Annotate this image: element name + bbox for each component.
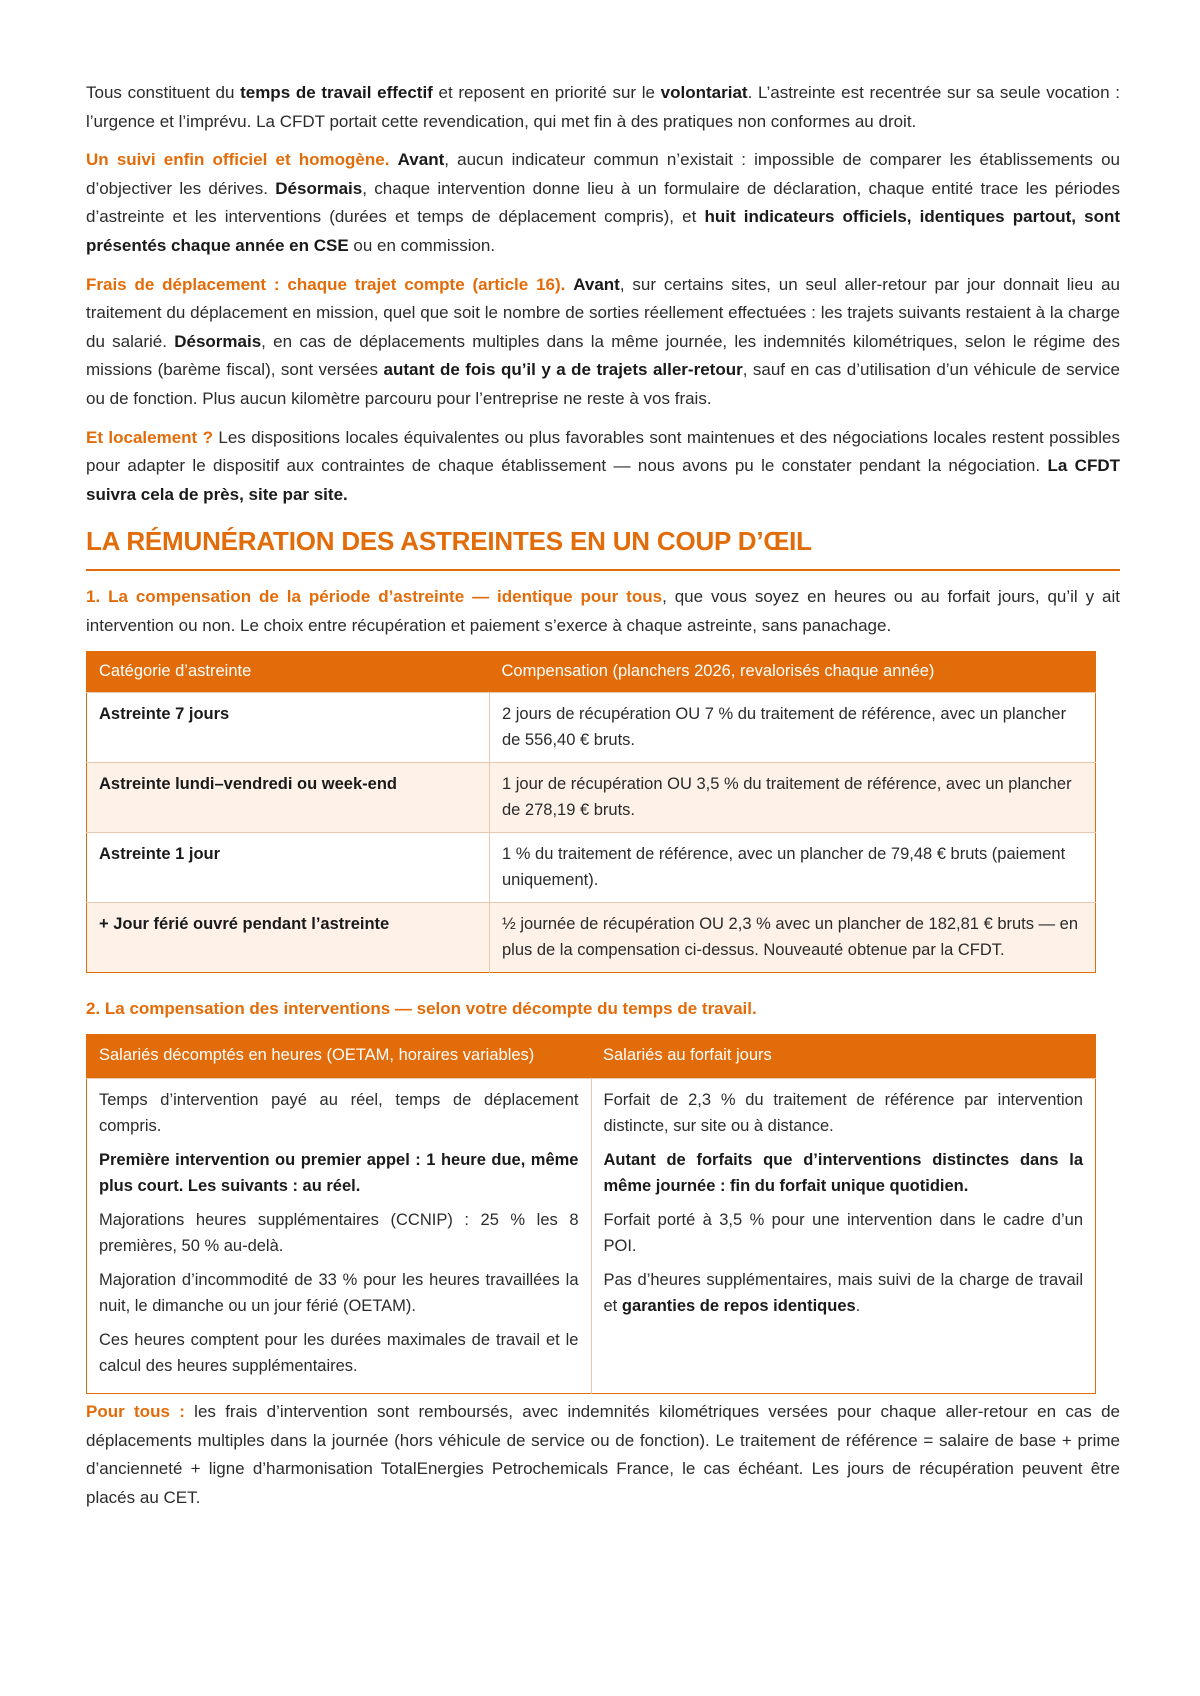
list-item: Forfait porté à 3,5 % pour une intervention dans le cadre d’un POI. (603, 1211, 1083, 1256)
subsection-lead: 1. La compensation de la période d’astreinte — identique pour tous (86, 587, 663, 607)
text: , que vous soyez en heures ou au forfait jours, qu’il y ait intervention ou non. Le choix entre récupération et paiement s’exerce à chaque astreinte, sans panachage. (86, 587, 1120, 635)
paragraph-lead: Un suivi enfin officiel et homogène. (86, 150, 390, 170)
text: Les dispositions locales équivalentes ou plus favorables sont maintenues et des négociations locales restent possibles pour adapter le dispositif aux contraintes de chaque établissement — nous avons pu le constater pendant la négociation. (86, 427, 1120, 476)
table-row (87, 1079, 1096, 1394)
text: . L’astreinte est recentrée sur sa seule vocation : l’urgence et l’imprévu. La CFDT portait cette revendication, qui met fin à des pratiques non conformes au droit. (86, 83, 1120, 131)
paragraph-lead: Et localement ? (86, 427, 213, 447)
bold-text: Avant (573, 274, 620, 294)
category-cell: Astreinte 7 jours (87, 692, 490, 762)
text: les frais d’intervention sont remboursés, avec indemnités kilométriques versées pour chaque aller-retour en cas de déplacements multiples dans la journée (hors véhicule de service ou de fonction). Le traitement de référence = salaire de base + prime d’ancienneté + ligne d’harmonisation TotalEnergies Petrochemicals France, le cas échéant. Les jours de récupération peuvent être placés au CET. (86, 1402, 1120, 1507)
intro-paragraph-1 (86, 79, 1120, 136)
text: ou en commission. (348, 235, 496, 255)
bold-text: garanties de repos identiques (621, 1297, 856, 1316)
bold-text: temps de travail effectif (240, 83, 433, 102)
paragraph-lead: Frais de déplacement : chaque trajet compte (article 16). (86, 274, 566, 294)
text: . (855, 1297, 861, 1316)
list-item: Autant de forfaits que d’interventions distinctes dans la même journée : fin du forfait unique quotidien. (603, 1151, 1083, 1196)
column-header-forfait: Salariés au forfait jours (591, 1035, 1096, 1079)
subsection-2-intro (86, 995, 1120, 1024)
text: , sur certains sites, un seul aller-retour par jour donnait lieu au traitement du déplacement en mission, quel que soit le nombre de sorties réellement effectuées : les trajets suivants restaient à la charge du salarié. (86, 274, 1120, 351)
table-header-row (87, 1035, 1096, 1079)
bold-text: autant de fois qu’il y a de trajets aller-retour (383, 360, 743, 380)
list-item: Ces heures comptent pour les durées maximales de travail et le calcul des heures supplémentaires. (99, 1331, 579, 1376)
table-header-row (87, 651, 1096, 692)
intro-paragraph-4 (86, 424, 1120, 510)
list-item: Temps d’intervention payé au réel, temps de déplacement compris. (99, 1091, 579, 1136)
compensation-cell: 1 % du traitement de référence, avec un plancher de 79,48 € bruts (paiement uniquement). (490, 832, 1096, 902)
category-cell: Astreinte lundi–vendredi ou week-end (87, 762, 490, 832)
compensation-cell: 2 jours de récupération OU 7 % du traitement de référence, avec un plancher de 556,40 € bruts. (490, 692, 1096, 762)
bold-text: La CFDT suivra cela de près, site par site. (86, 456, 1120, 504)
text: , en cas de déplacements multiples dans la même journée, les indemnités kilométriques, selon le régime des missions (barème fiscal), sont versées (86, 331, 1120, 380)
list-item: Première intervention ou premier appel : 1 heure due, même plus court. Les suivants : au réel. (99, 1151, 579, 1196)
column-header-compensation: Compensation (planchers 2026, revalorisés chaque année) (490, 651, 1096, 692)
list-item: Majoration d’incommodité de 33 % pour les heures travaillées la nuit, le dimanche ou un jour férié (OETAM). (99, 1271, 579, 1316)
interventions-compensation-table (86, 1034, 1096, 1394)
intro-paragraph-3 (86, 271, 1120, 414)
text: Pas d’heures supplémentaires, mais suivi de la charge de travail et (603, 1271, 1083, 1316)
text: , chaque intervention donne lieu à un formulaire de déclaration, chaque entité trace les périodes d’astreinte et les interventions (durées et temps de déplacement compris), et (86, 178, 1120, 227)
text: , sauf en cas d’utilisation d’un véhicule de service ou de fonction. Plus aucun kilomètre parcouru pour l’entreprise ne reste à vos frais. (86, 360, 1120, 408)
paragraph-lead: Pour tous : (86, 1402, 185, 1422)
text: et reposent en priorité sur le (432, 83, 661, 102)
table-row (87, 832, 1096, 902)
bold-text: huit indicateurs officiels, identiques partout, sont présentés chaque année en CSE (86, 207, 1121, 255)
compensation-cell: 1 jour de récupération OU 3,5 % du traitement de référence, avec un plancher de 278,19 € bruts. (490, 762, 1096, 832)
astreinte-compensation-table (86, 651, 1096, 973)
hours-column-cell (87, 1079, 592, 1394)
subsection-1-intro (86, 583, 1120, 640)
list-item: Majorations heures supplémentaires (CCNIP) : 25 % les 8 premières, 50 % au-delà. (99, 1211, 579, 1256)
text: , aucun indicateur commun n’existait : impossible de comparer les établissements ou d’objectiver les dérives. (86, 150, 1121, 198)
table-row (87, 762, 1096, 832)
column-header-hours: Salariés décomptés en heures (OETAM, horaires variables) (87, 1035, 592, 1079)
bold-text: Désormais (174, 331, 262, 351)
list-item: Forfait de 2,3 % du traitement de référence par intervention distincte, sur site ou à distance. (603, 1091, 1083, 1136)
text: Tous constituent du (86, 83, 241, 102)
bold-text: volontariat (660, 83, 748, 102)
compensation-cell: ½ journée de récupération OU 2,3 % avec un plancher de 182,81 € bruts — en plus de la compensation ci-dessus. Nouveauté obtenue par la CFDT. (490, 902, 1096, 972)
intro-paragraph-2 (86, 146, 1120, 260)
section-heading: LA RÉMUNÉRATION DES ASTREINTES EN UN COUP D’ŒIL (86, 525, 1120, 571)
bold-text: Désormais (275, 178, 363, 198)
forfait-column-cell (591, 1079, 1096, 1394)
category-cell: + Jour férié ouvré pendant l’astreinte (87, 902, 490, 972)
category-cell: Astreinte 1 jour (87, 832, 490, 902)
bold-text: Avant (397, 150, 445, 170)
table-row (87, 692, 1096, 762)
column-header-category: Catégorie d’astreinte (87, 651, 490, 692)
list-item (604, 1267, 1084, 1319)
subsection-lead: 2. La compensation des interventions — selon votre décompte du temps de travail. (86, 998, 757, 1018)
table-row (87, 902, 1096, 972)
final-paragraph (86, 1398, 1120, 1512)
